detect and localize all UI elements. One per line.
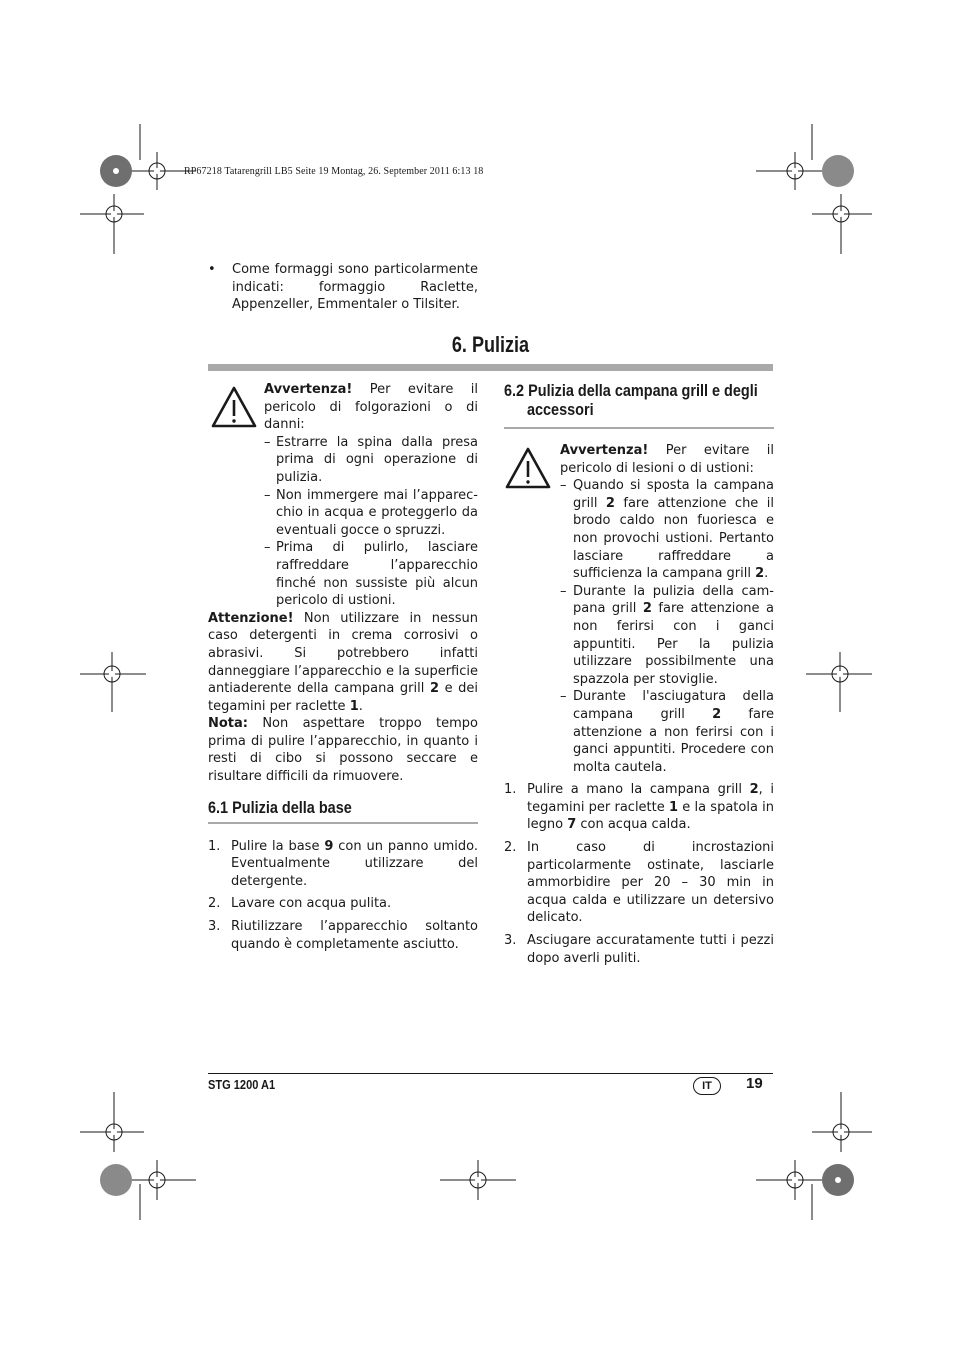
warning-item-text: fare attenzione che il brodo caldo non fuoriesca e non provochi ustioni. Pertanto lasciare raffreddare a sufficienza la campana grill: [573, 495, 774, 582]
bullet-marker: •: [208, 262, 216, 277]
part-number: 9: [324, 838, 334, 854]
warning-item-text: .: [764, 566, 769, 582]
page-number: 19: [746, 1075, 763, 1092]
warning-item-text: Estrarre la spina dalla presa prima di ogni operazione di pulizia.: [276, 434, 478, 485]
part-number: 7: [567, 817, 577, 833]
step-number: 3.: [208, 919, 221, 935]
attention-text: e dei tegamini per raclette: [208, 681, 479, 714]
step-text: Asciugare accuratamente tutti i pezzi dopo averli puliti.: [527, 933, 774, 966]
language-badge: IT: [693, 1077, 721, 1095]
warning-item-text: Quando si sposta la campana grill: [573, 478, 774, 511]
step-text: In caso di incrostazioni particolarmente ostinate, lasciarle ammorbidire per 20 – 30 min in acqua calda e utilizzare un detersivo delicato.: [527, 840, 774, 926]
step-number: 1.: [208, 838, 221, 854]
part-number: 2: [605, 495, 615, 511]
part-number: 2: [749, 782, 759, 798]
step-text: Pulire la base: [231, 838, 325, 854]
warning-item-text: Prima di pulirlo, lasciare raffreddare l’apparecchio finché non sussiste più alcun pericolo di ustioni.: [276, 540, 478, 609]
part-number: 2: [712, 706, 722, 722]
subsection-title-line: 6.2 Pulizia della campana grill e degli: [504, 381, 758, 400]
warning-label: Avvertenza!: [560, 443, 649, 458]
warning-item: – Non immergere mai l’apparecchio in acqua e proteggerlo da eventuali gocce o spruzzi.: [264, 487, 478, 538]
part-number: 2: [755, 566, 765, 582]
attention-text: Non utilizzare in nessun caso detergenti in crema corrosivi o abrasivi. Si potrebbero infatti danneggiare l’apparecchio e la superficie antiaderente della campana grill: [208, 610, 478, 697]
intro-bullet-text: Come formaggi sono particolarmente indicati: formaggio Raclette, Appenzeller, Emmentaler o Tilsiter.: [232, 262, 478, 313]
step-number: 2.: [504, 840, 517, 856]
print-header: RP67218 Tatarengrill LB5 Seite 19 Montag, 26. September 2011 6:13 18: [184, 166, 484, 177]
attention-label: Attenzione!: [208, 610, 294, 626]
warning-text: Per evitare il pericolo di folgorazioni o di danni:: [264, 382, 478, 433]
warning-item: – Prima di pulirlo, lasciare raffreddare l’apparecchio finché non sussiste più alcun pericolo di ustioni.: [264, 540, 478, 609]
step-number: 3.: [504, 933, 517, 949]
step-text: Pulire a mano la campana grill: [527, 782, 750, 798]
part-number: 1: [349, 698, 359, 714]
step-number: 1.: [504, 782, 517, 798]
warning-text: Per evitare il pericolo di lesioni o di ustioni:: [560, 443, 774, 476]
note-text: Non aspettare troppo tempo prima di pulire l’apparecchio, in quanto i resti di cibo si possono seccare e risultare difficili da rimuovere.: [208, 716, 478, 785]
step-text: con acqua calda.: [576, 817, 691, 833]
warning-item-text: Durante la pulizia della campana grill: [573, 583, 774, 617]
warning-label: Avvertenza!: [264, 382, 353, 397]
footer-model: STG 1200 A1: [208, 1077, 276, 1092]
step-text: , i tegamini per raclette: [527, 782, 774, 815]
subsection-title: 6.1 Pulizia della base: [208, 797, 352, 817]
subsection-title-line: accessori: [526, 400, 594, 419]
note-label: Nota:: [208, 716, 248, 732]
step-text: con un panno umido. Eventualmente utilizzare del detergente.: [231, 838, 478, 889]
part-number: 1: [668, 799, 679, 815]
section-title: 6. Pulizia: [451, 332, 530, 357]
step-text: e la spatola in legno: [527, 799, 774, 833]
warning-item-text: fare attenzione a non ferirsi con i ganci appuntiti. Procedere con molta cautela.: [573, 706, 774, 775]
warning-item: – Estrarre la spina dalla presa prima di ogni operazione di pulizia.: [264, 434, 478, 485]
warning-item: – Durante l'asciugatura della campana grill 2 fare attenzione a non ferirsi con i ganci appuntiti. Procedere con molta cautela.: [560, 689, 774, 775]
part-number: 2: [642, 601, 652, 617]
warning-item-text: Non immergere mai l’apparecchio in acqua e proteggerlo da eventuali gocce o spruzzi.: [276, 487, 478, 538]
warning-item-text: fare attenzione a non ferirsi con i ganci appuntiti. Per la pulizia utilizzare possibilmente una spazzola per stoviglie.: [573, 601, 774, 687]
warning-item: – Durante la pulizia della campana grill 2 fare attenzione a non ferirsi con i ganci appuntiti. Per la pulizia utilizzare possibilmente una spazzola per stoviglie.: [560, 583, 774, 687]
warning-item-text: Durante l'asciugatura della campana grill: [573, 689, 774, 722]
step-text: Riutilizzare l’apparecchio soltanto quando è completamente asciutto.: [231, 919, 478, 952]
part-number: 2: [429, 681, 439, 697]
step-text: Lavare con acqua pulita.: [231, 896, 392, 912]
step-number: 2.: [208, 896, 221, 912]
warning-item: – Quando si sposta la campana grill 2 fare attenzione che il brodo caldo non fuoriesca e non provochi ustioni. Pertanto lasciare raffreddare a sufficienza la campana grill 2.: [560, 478, 774, 582]
attention-text: .: [358, 698, 363, 714]
